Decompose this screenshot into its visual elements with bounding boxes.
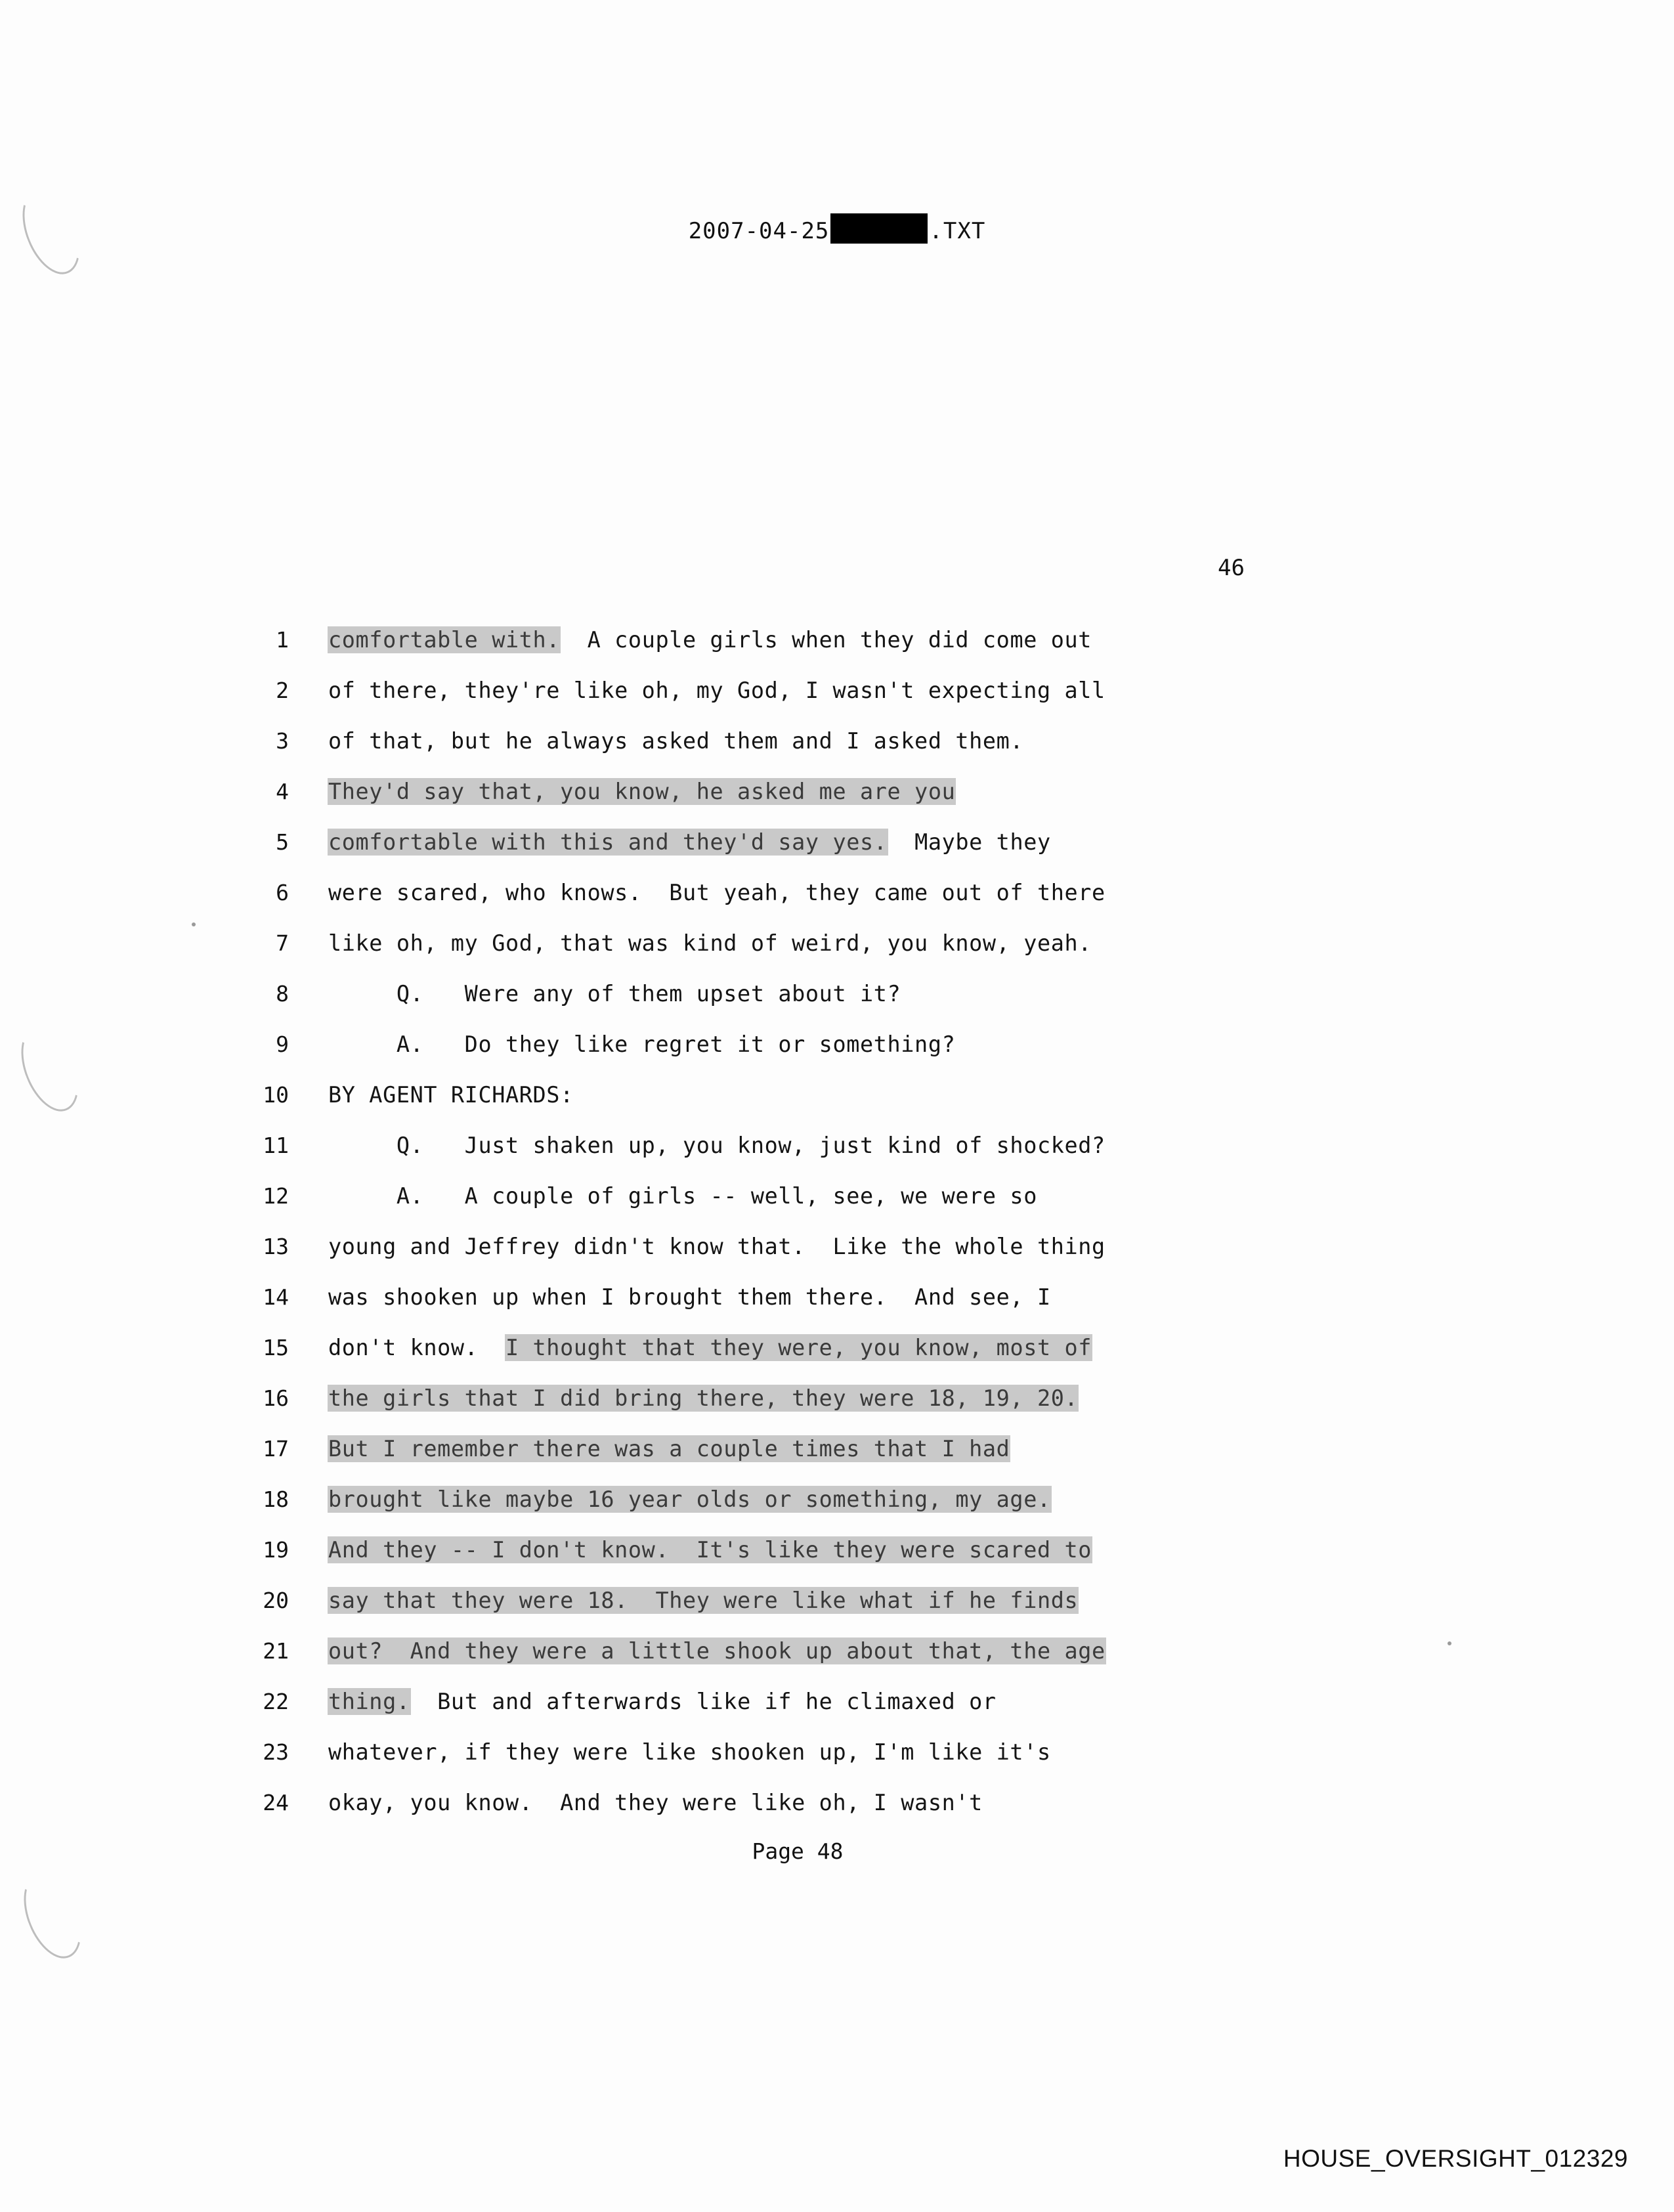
transcript-line-number: 3 <box>276 728 289 754</box>
header-file-extension: .TXT <box>929 218 986 244</box>
transcript-line <box>0 880 1674 930</box>
transcript-line-text <box>328 1537 1092 1563</box>
highlighted-text: But I remember there was a couple times that I had <box>328 1436 1010 1462</box>
transcript-line <box>0 1588 1674 1638</box>
plain-text: like oh, my God, that was kind of weird, you know, yeah. <box>328 930 1092 956</box>
highlighted-text: brought like maybe 16 year olds or something, my age. <box>328 1486 1051 1512</box>
transcript-line-text <box>328 1689 997 1714</box>
plain-text: Q. Were any of them upset about it? <box>328 981 901 1007</box>
transcript-line-text <box>328 1234 1105 1259</box>
transcript-line <box>0 1739 1674 1790</box>
transcript-line-number: 20 <box>263 1588 289 1613</box>
transcript-line <box>0 1537 1674 1588</box>
highlighted-text: I thought that they were, you know, most of <box>505 1335 1092 1360</box>
transcript-line-number: 5 <box>276 829 289 855</box>
transcript-line-number: 10 <box>263 1082 289 1108</box>
transcript-line <box>0 829 1674 880</box>
plain-text: But and afterwards like if he climaxed or <box>410 1689 997 1714</box>
binder-ring-artifact <box>12 1865 92 1967</box>
transcript-line <box>0 728 1674 779</box>
plain-text: don't know. <box>328 1335 505 1360</box>
transcript-line-number: 16 <box>263 1385 289 1411</box>
transcript-line-text <box>328 1588 1078 1613</box>
plain-text: Maybe they <box>887 829 1051 855</box>
transcript-line-text <box>328 1183 1037 1209</box>
page-footer <box>0 1838 1674 1864</box>
transcript-line <box>0 1486 1674 1537</box>
transcript-line-text <box>328 678 1105 703</box>
transcript-line <box>0 1335 1674 1385</box>
transcript-line-number: 9 <box>276 1031 289 1057</box>
plain-text: A. A couple of girls -- well, see, we were so <box>328 1183 1037 1209</box>
plain-text: whatever, if they were like shooken up, I'm like it's <box>328 1739 1051 1765</box>
transcript-line-text <box>328 1385 1078 1411</box>
header-date: 2007-04-25 <box>688 218 830 244</box>
transcript-line-number: 1 <box>276 627 289 653</box>
transcript-line-text <box>328 1739 1051 1765</box>
transcript-line-number: 22 <box>263 1689 289 1714</box>
transcript-line-text <box>328 728 1023 754</box>
transcript-body <box>0 627 1674 1840</box>
transcript-line-text <box>328 779 955 804</box>
transcript-line <box>0 1031 1674 1082</box>
highlighted-text: thing. <box>328 1689 410 1714</box>
bates-stamp: HOUSE_OVERSIGHT_012329 <box>1283 2145 1628 2172</box>
transcript-line-text <box>328 1335 1092 1360</box>
transcript-line-number: 4 <box>276 779 289 804</box>
page-footer-label: Page 48 <box>752 1838 844 1864</box>
plain-text: A couple girls when they did come out <box>560 627 1092 653</box>
highlighted-text: They'd say that, you know, he asked me are you <box>328 779 956 804</box>
plain-text: A. Do they like regret it or something? <box>328 1031 956 1057</box>
transcript-line-number: 14 <box>263 1284 289 1310</box>
transcript-line-number: 12 <box>263 1183 289 1209</box>
transcript-line <box>0 1234 1674 1284</box>
transcript-line <box>0 1284 1674 1335</box>
highlighted-text: And they -- I don't know. It's like they were scared to <box>328 1537 1092 1563</box>
transcript-line-text <box>328 1638 1105 1664</box>
transcript-line <box>0 627 1674 678</box>
plain-text: BY AGENT RICHARDS: <box>328 1082 574 1108</box>
plain-text: were scared, who knows. But yeah, they came out of there <box>328 880 1105 905</box>
transcript-line-number: 17 <box>263 1436 289 1462</box>
transcript-line-text <box>328 829 1051 855</box>
highlighted-text: say that they were 18. They were like what if he finds <box>328 1588 1079 1613</box>
transcript-line <box>0 981 1674 1031</box>
transcript-line-text <box>328 627 1092 653</box>
highlighted-text: out? And they were a little shook up about that, the age <box>328 1638 1105 1664</box>
plain-text: Q. Just shaken up, you know, just kind of shocked? <box>328 1133 1105 1158</box>
transcript-line-number: 23 <box>263 1739 289 1765</box>
transcript-line-text <box>328 1082 574 1108</box>
transcript-line <box>0 1790 1674 1840</box>
transcript-line <box>0 1385 1674 1436</box>
transcript-line-text <box>328 880 1105 905</box>
document-header <box>0 213 1674 244</box>
transcript-line-number: 24 <box>263 1790 289 1815</box>
transcript-line <box>0 1436 1674 1486</box>
transcript-line-text <box>328 1790 983 1815</box>
transcript-line <box>0 678 1674 728</box>
plain-text: of there, they're like oh, my God, I wasn't expecting all <box>328 678 1105 703</box>
transcript-line-number: 2 <box>276 678 289 703</box>
transcript-line-number: 18 <box>263 1486 289 1512</box>
transcript-line-number: 15 <box>263 1335 289 1360</box>
transcript-line-text <box>328 1031 955 1057</box>
transcript-line-number: 19 <box>263 1537 289 1563</box>
redaction-block <box>830 213 928 244</box>
transcript-line-text <box>328 1436 1010 1462</box>
transcript-line <box>0 779 1674 829</box>
transcript-line <box>0 1183 1674 1234</box>
plain-text: was shooken up when I brought them there. And see, I <box>328 1284 1051 1310</box>
highlighted-text: comfortable with. <box>328 627 561 653</box>
transcript-line-number: 13 <box>263 1234 289 1259</box>
transcript-line <box>0 1133 1674 1183</box>
highlighted-text: comfortable with this and they'd say yes. <box>328 829 888 855</box>
transcript-line-text <box>328 930 1092 956</box>
plain-text: of that, but he always asked them and I asked them. <box>328 728 1024 754</box>
transcript-line-number: 11 <box>263 1133 289 1158</box>
transcript-line-text <box>328 1486 1051 1512</box>
transcript-line-number: 8 <box>276 981 289 1007</box>
transcript-line <box>0 1689 1674 1739</box>
transcript-line <box>0 1082 1674 1133</box>
transcript-line-number: 6 <box>276 880 289 905</box>
transcript-line-text <box>328 981 901 1007</box>
transcript-line-text <box>328 1284 1051 1310</box>
transcript-line-number: 21 <box>263 1638 289 1664</box>
highlighted-text: the girls that I did bring there, they were 18, 19, 20. <box>328 1385 1079 1411</box>
transcript-line <box>0 930 1674 981</box>
plain-text: young and Jeffrey didn't know that. Like the whole thing <box>328 1234 1105 1259</box>
plain-text: okay, you know. And they were like oh, I wasn't <box>328 1790 983 1815</box>
transcript-line-text <box>328 1133 1105 1158</box>
page-number-top: 46 <box>1218 555 1245 581</box>
transcript-line-number: 7 <box>276 930 289 956</box>
transcript-line <box>0 1638 1674 1689</box>
